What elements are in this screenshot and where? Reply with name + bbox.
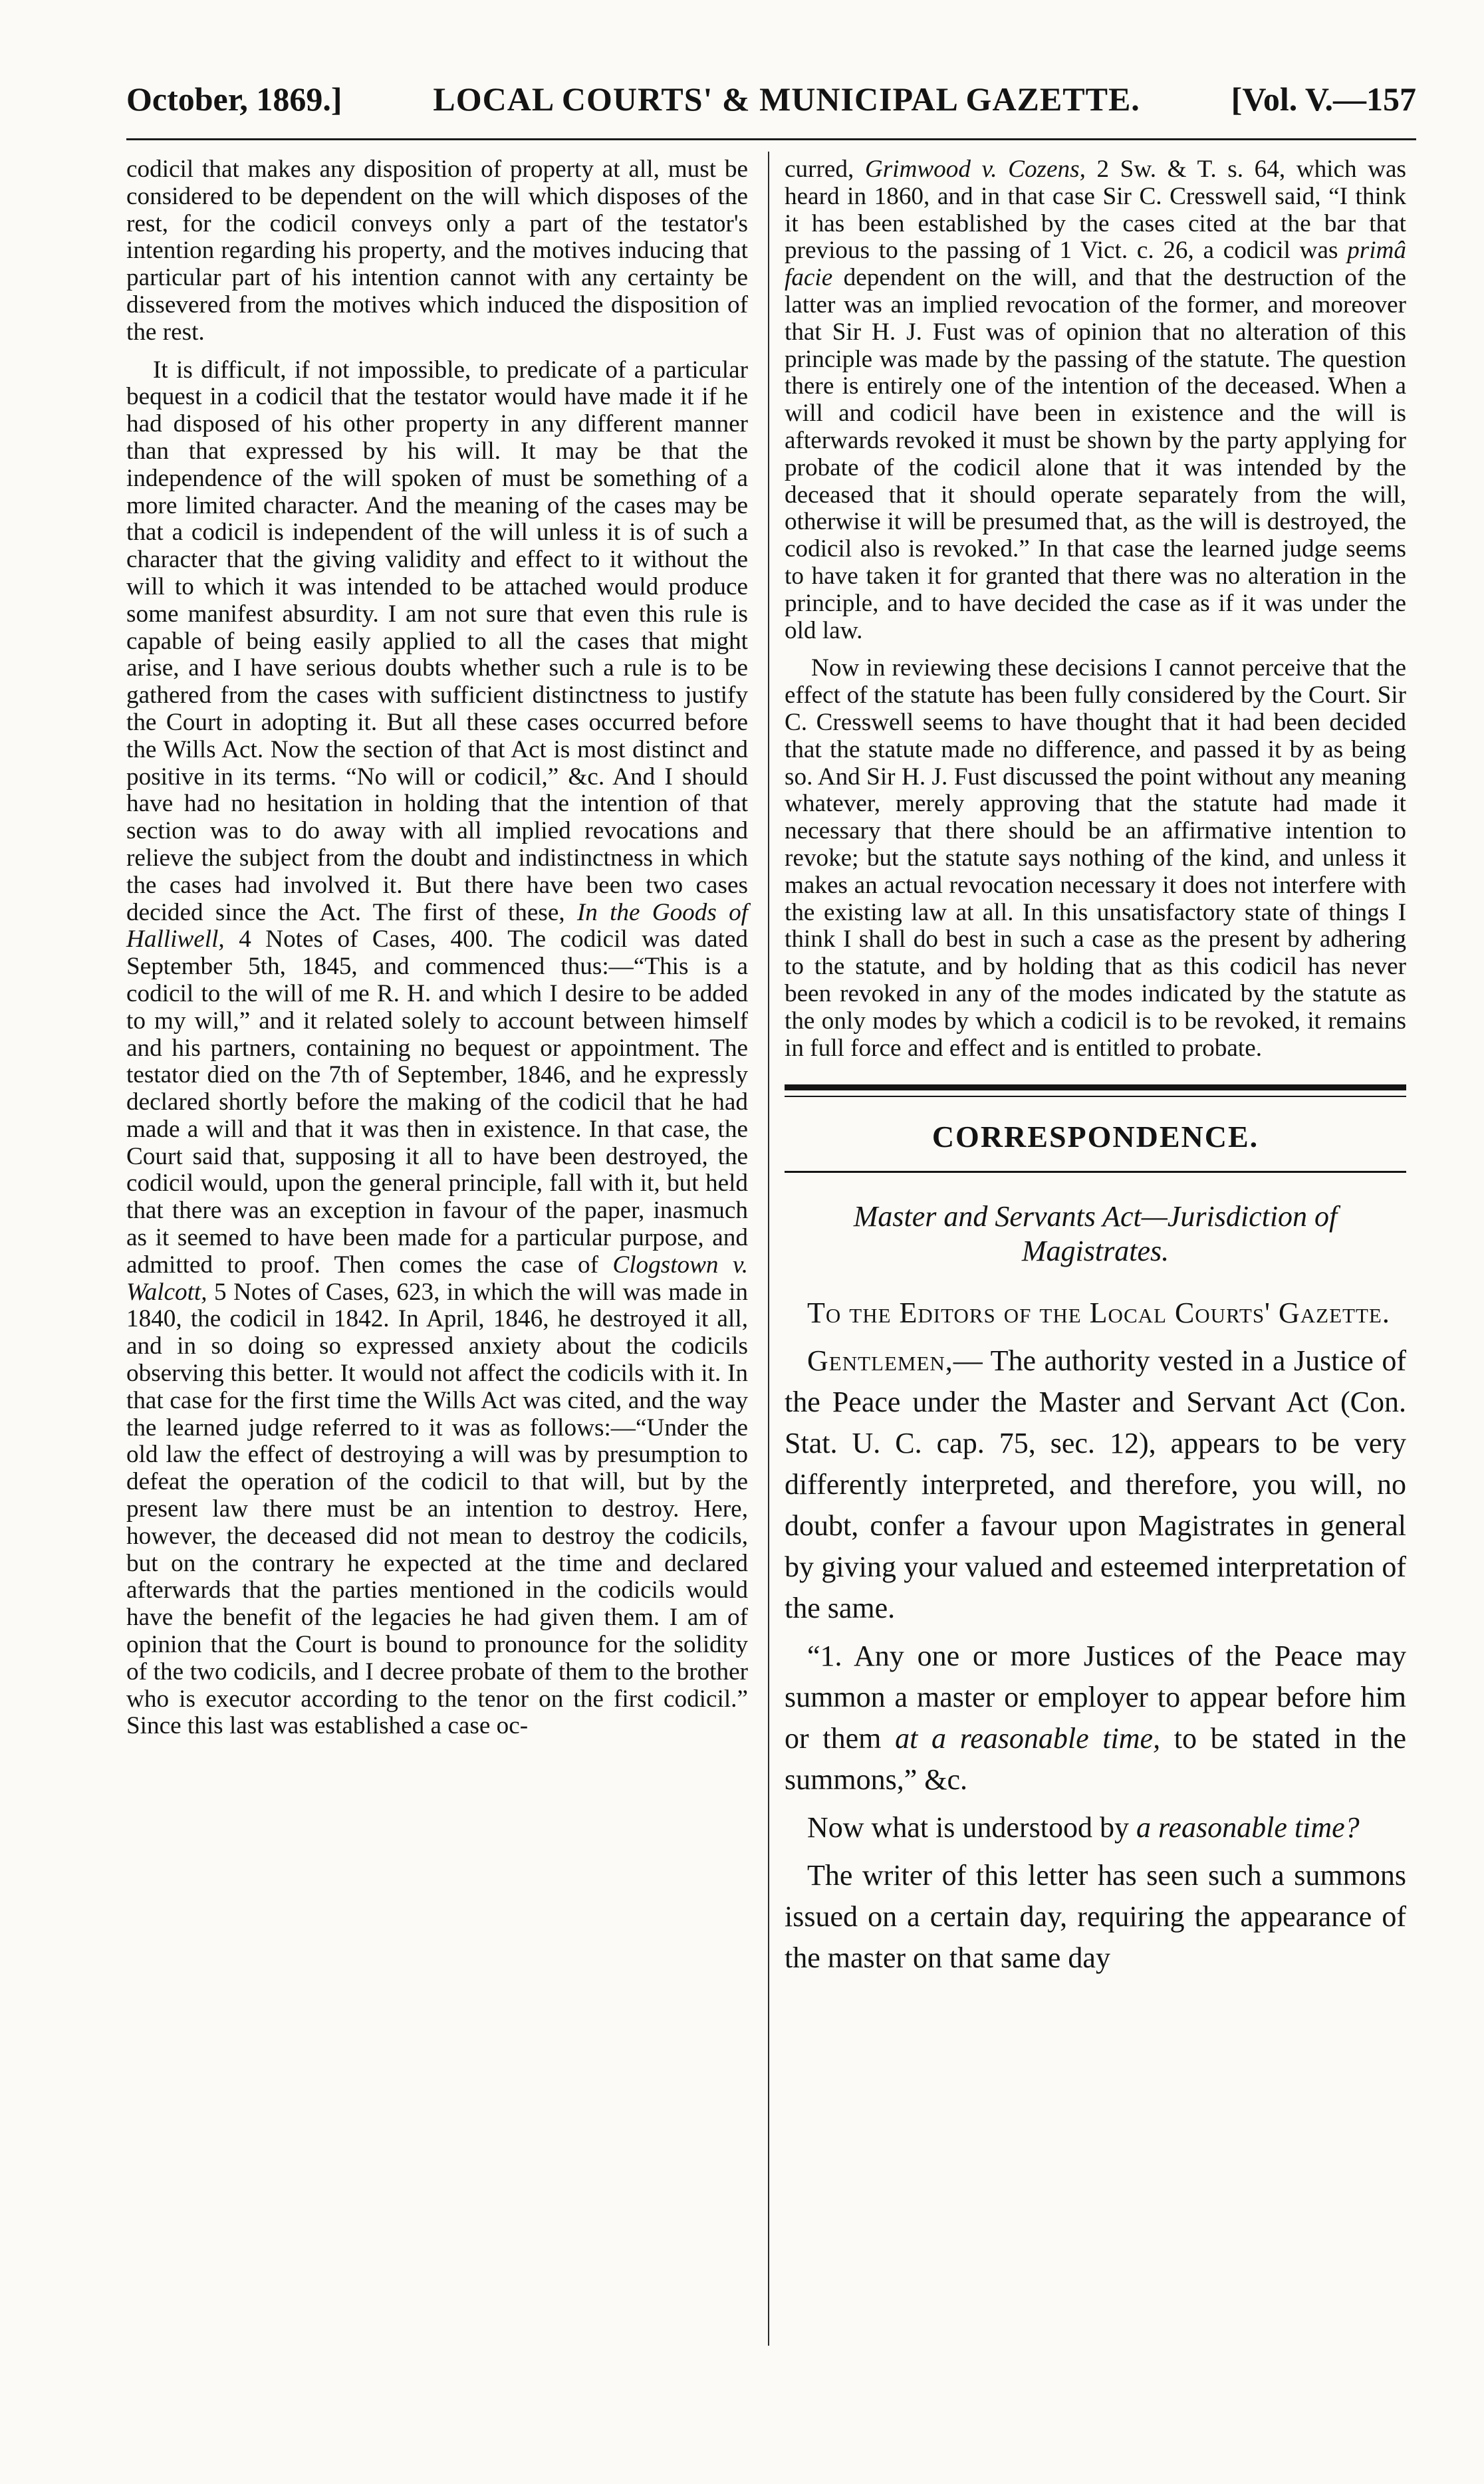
letter (785, 1293, 1406, 1979)
letter-paragraph-3: The writer of this letter has seen such a summons issued on a certain day, requiring the appearance of the master on that same day (785, 1859, 1406, 1975)
letter-subheading: Master and Servants Act—Jurisdiction of Magistrates. (853, 1200, 1338, 1268)
case-name-grimwood: Grimwood v. Cozens, (864, 156, 1086, 183)
column-divider (768, 152, 769, 2346)
right-column (785, 156, 1406, 1979)
case-name-clogstown: Clogstown v. Walcott, (126, 1251, 748, 1306)
left-column (126, 156, 748, 1740)
page-header (126, 80, 1416, 140)
section-thin-rule (785, 1096, 1406, 1097)
section-thick-rule (785, 1084, 1406, 1090)
letter-question: Now what is understood by a reasonable time? (807, 1811, 1360, 1844)
left-paragraph-1: codicil that makes any disposition of property at all, must be considered to be dependent on the will which disposes of the rest, for the codicil conveys only a part of the testator's intention regarding his property, and the motives inducing that particular part of his intention cannot with any certainty be dissevered from the motives which induced the disposition of the rest. (126, 156, 748, 346)
left-paragraph-2: It is difficult, if not impossible, to predicate of a particular bequest in a codicil that the testator would have made it if he had disposed of his other property in any different manner than that expressed by his will. It may be that the independence of the will spoken of must be something of a more limited character. And the meaning of the cases may be that a codicil is independent of the will unless it is of such a character that the giving validity and effect to it without the will to which it was intended to be attached would produce some manifest absurdity. I am not sure that even this rule is capable of being easily applied to all the cases that might arise, and I have serious doubts whether such a rule is to be gathered from the cases with sufficient distinctness to justify the Court in adopting it. But all these cases occurred before the Wills Act. Now the section of that Act is most distinct and positive in its terms. “No will or codicil,” &c. And I should have had no hesitation in holding that the intention of that section was to do away with all implied revocations and relieve the subject from the doubt and indistinctness in which the cases had involved it. But there have been two cases decided since the Act. The first of these, In the Goods of Halliwell, 4 Notes of Cases, 400. The codicil was dated September 5th, 1845, and commenced thus:—“This is a codicil to the will of me R. H. and which I desire to be added to my will,” and it related solely to account between himself and his partners, containing no bequest or appointment. The testator died on the 7th of September, 1846, and he expressly declared shortly before the making of the codicil that he had made a will and that it was then in existence. In that case, the Court said that, supposing it all to have been destroyed, the codicil would, upon the general principle, fall with it, but held that there was an exception in favour of the paper, inasmuch as it seemed to have been made for a particular purpose, and admitted to proof. Then comes the case of Clogstown v. Walcott, 5 Notes of Cases, 623, in which the will was made in 1840, the codicil in 1842. In April, 1846, he destroyed it all, and in so doing so expressed anxiety about the codicils observing this better. It would not affect the codicils with it. In that case for the first time the Wills Act was cited, and the way the learned judge referred to it was as follows:—“Under the old law the effect of destroying a will was by presumption to defeat the operation of the codicil to that will, but by the present law there must be an intention to destroy. Here, however, the deceased did not mean to destroy the codicils, but on the contrary he expected at the time and declared afterwards that the parties mentioned in the codicils would have the benefit of the legacies he had given them. I am of opinion that the Court is bound to pronounce for the solidity of the two codicils, and I decree probate of them to the brother who is executor according to the tenor on the first codicil.” Since this last was established a case oc- (126, 356, 749, 1740)
letter-paragraph-1: Gentlemen,— The authority vested in a Justice of the Peace under the Master and Servant Act (Con. Stat. U. C. cap. 75, sec. 12), appears to be very differently interpreted, and therefore, you will, no doubt, confer a favour upon Magistrates in general by giving your valued and esteemed interpretation of the same. (785, 1344, 1406, 1625)
header-rule (126, 138, 1416, 140)
header-date: October, 1869.] (126, 80, 342, 118)
letter-quote: “1. Any one or more Justices of the Peace may summon a master or employer to appear before him or them at a reasonable time, to be stated in the summons,” &c. (785, 1640, 1407, 1797)
header-volume: [Vol. V.—157 (1231, 80, 1416, 118)
case-name-halliwell: In the Goods of Halliwell, (126, 898, 748, 953)
correspondence-heading: CORRESPONDENCE. (931, 1120, 1259, 1154)
correspondence-rule (785, 1171, 1406, 1173)
latin-phrase: primâ facie (785, 237, 1407, 292)
right-paragraph-2: Now in reviewing these decisions I cannot perceive that the effect of the statute has been fully considered by the Court. Sir C. Cresswell seems to have thought that it had been decided that the statute made no difference, and passed it by as being so. And Sir H. J. Fust discussed the point without any meaning whatever, merely approving that the statute had made it necessary that there should be an affirmative intention to revoke; but the statute says nothing of the kind, and unless it makes an actual revocation necessary it does not interfere with the existing law at all. In this unsatisfactory state of things I think I shall do best in such a case as the present by adhering to the statute, and by holding that as this codicil has never been revoked in any of the modes indicated by the statute as the only modes by which a codicil is to be revoked, it remains in full force and effect and is entitled to probate. (785, 654, 1406, 1062)
letter-addressee: To the Editors of the Local Courts' Gazette. (807, 1297, 1390, 1330)
letter-salutation: Gentlemen, (807, 1344, 953, 1378)
right-paragraph-1: curred, Grimwood v. Cozens, 2 Sw. & T. s. 64, which was heard in 1860, and in that case Sir C. Cresswell said, “I think it has been established by the cases cited at the bar that previous to the passing of 1 Vict. c. 26, a codicil was primâ facie dependent on the will, and that the destruction of the latter was an implied revocation of the former, and moreover that Sir H. J. Fust was of opinion that no alteration of this principle was made by the passing of the statute. The question there is entirely one of the intention of the deceased. When a will and codicil have been in existence and the will is afterwards revoked it must be shown by the party applying for probate of the codicil alone that it was intended by the deceased that it should operate separately from the will, otherwise it will be presumed that, as the will is destroyed, the codicil also is revoked.” In that case the learned judge seems to have taken it for granted that there was no alteration in the principle, and to have decided the case as if it was under the old law. (785, 156, 1407, 644)
header-title: LOCAL COURTS' & MUNICIPAL GAZETTE. (433, 80, 1140, 118)
